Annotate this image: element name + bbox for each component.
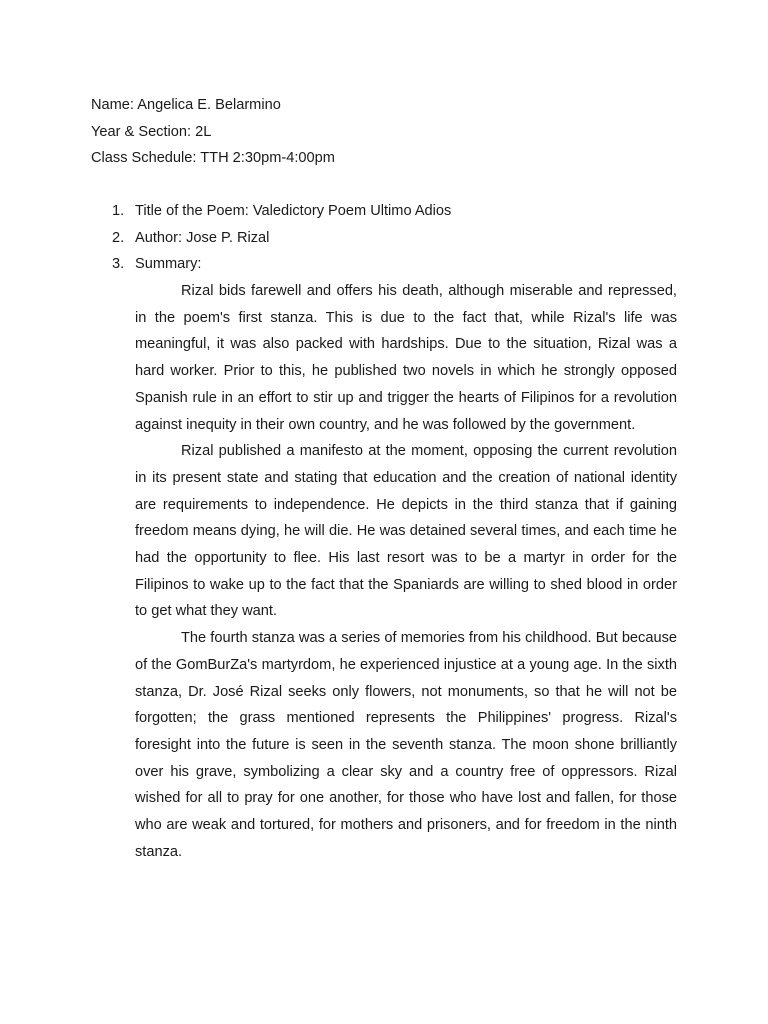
student-info [91, 92, 335, 172]
poem-title: Title of the Poem: Valedictory Poem Ultimo Adios [135, 203, 452, 219]
year-section: Year & Section: 2L [91, 123, 212, 140]
poem-author: Author: Jose P. Rizal [135, 229, 270, 246]
class-schedule: Class Schedule: TTH 2:30pm-4:00pm [91, 150, 335, 167]
list-item [0, 251, 768, 278]
summary-paragraph: The fourth stanza was a series of memories from his childhood. But because of the GomBurZa's martyrdom, he experienced injustice at a young age. In the sixth stanza, Dr. José Rizal seeks only flowers, not monuments, so that he will not be forgotten; the grass mentioned represents the Philippines' progress. Rizal's foresight into the future is seen in the seventh stanza. The moon shone brilliantly over his grave, symbolizing a clear sky and a country free of oppressors. Rizal wished for all to pray for one another, for those who have lost and fallen, for those who are weak and tortured, for mothers and prisoners, and for freedom in the ninth stanza. [135, 630, 677, 860]
summary-body [135, 278, 677, 865]
student-name: Name: Angelica E. Belarmino [91, 97, 281, 113]
list-item [0, 198, 768, 225]
summary-paragraph: Rizal published a manifesto at the moment, opposing the current revolution in its present state and stating that education and the creation of national identity are requirements to independence. He depicts in the third stanza that if gaining freedom means dying, he will die. He was detained several times, and each time he had the opportunity to flee. His last resort was to be a martyr in order for the Filipinos to wake up to the fact that the Spaniards are willing to shed blood in order to get what they want. [135, 443, 677, 620]
numbered-list [0, 198, 768, 278]
list-number: 1. [112, 203, 125, 219]
summary-paragraph: Rizal bids farewell and offers his death, although miserable and repressed, in the poem's first stanza. This is due to the fact that, while Rizal's life was meaningful, it was also packed with hardships. Due to the situation, Rizal was a hard worker. Prior to this, he published two novels in which he strongly opposed Spanish rule in an effort to stir up and trigger the hearts of Filipinos for a revolution against inequity in their own country, and he was followed by the government. [135, 283, 677, 433]
list-number: 2. [112, 229, 125, 246]
list-number: 3. [112, 256, 125, 273]
list-item [0, 225, 768, 252]
summary-heading: Summary: [135, 256, 202, 273]
